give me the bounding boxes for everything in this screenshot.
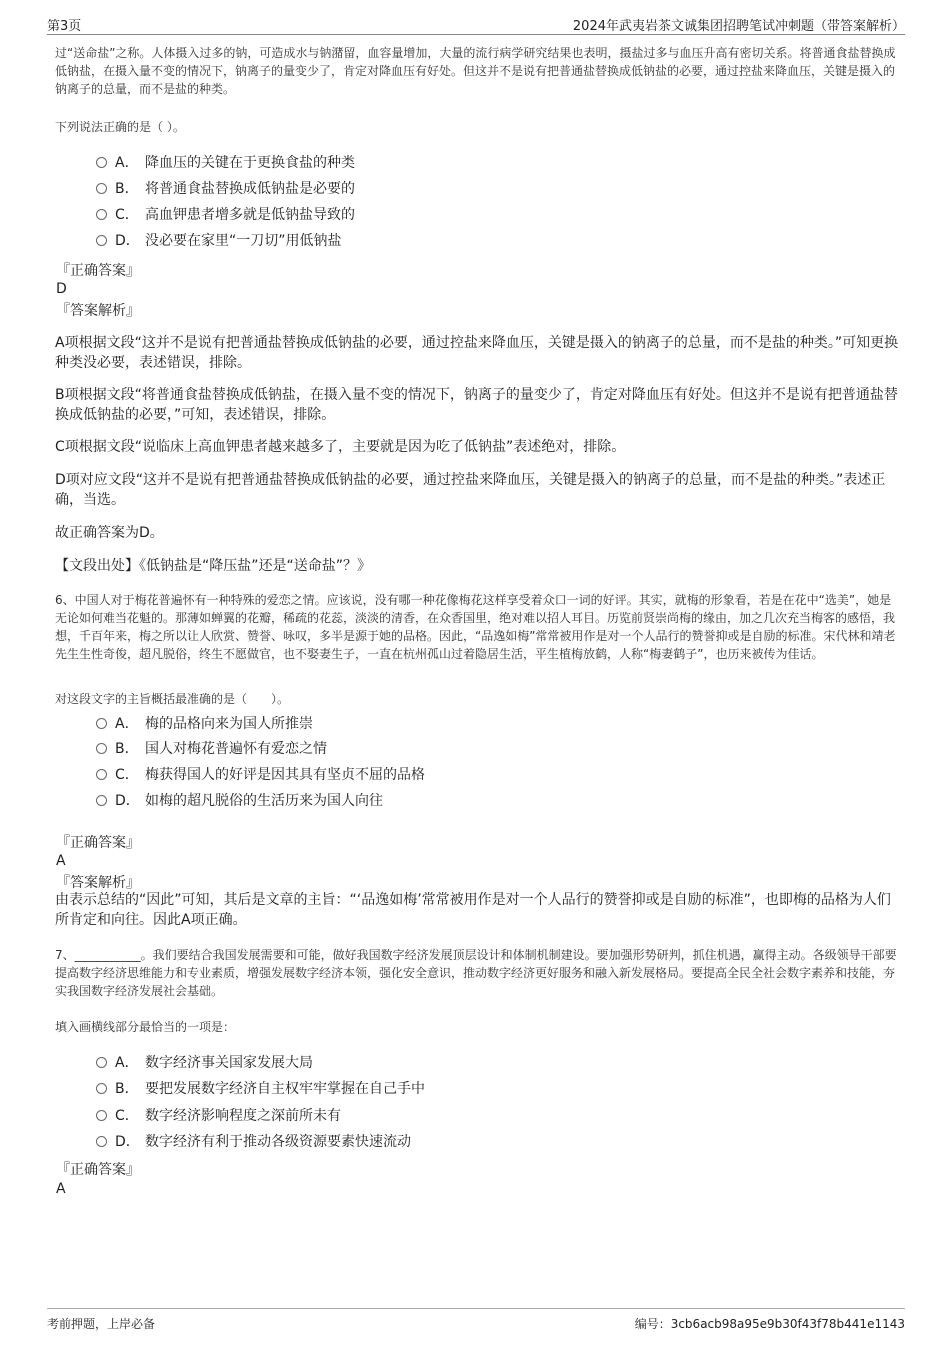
- q5-analysis-label: 『答案解析』: [56, 303, 140, 319]
- q5-analysis-c: C项根据文段“说临床上高血钾患者越来越多了，主要就是因为吃了低钠盐”表述绝对，排除。: [55, 439, 626, 455]
- q5-analysis-b: B项根据文段“将普通食盐替换成低钠盐，在摄入量不变的情况下，钠离子的量变少了，肯定对降血压有好处。但这并不是说有把普通盐替换成低钠盐的必要，”可知，表述错误，排除。: [55, 387, 898, 423]
- q7-option-b[interactable]: B． 要把发展数字经济自主权牢牢掌握在自己手中: [96, 1078, 425, 1100]
- q5-analysis-a: A项根据文段“这并不是说有把普通盐替换成低钠盐的必要，通过控盐来降血压，关键是摄入的钠离子的总量，而不是盐的种类。”可知更换种类没必要，表述错误，排除。: [55, 335, 899, 371]
- page-number: 第3页: [47, 19, 82, 34]
- q5-option-b[interactable]: B． 将普通食盐替换成低钠盐是必要的: [96, 178, 355, 200]
- radio-icon[interactable]: [96, 795, 107, 806]
- document-id: 编号：3cb6acb98a95e9b30f43f78b441e1143: [634, 1317, 905, 1331]
- page-header: [0, 0, 950, 36]
- q6-answer-label: 『正确答案』: [56, 835, 140, 851]
- q6-analysis-label: 『答案解析』: [56, 875, 140, 891]
- q6-question: 对这段文字的主旨概括最准确的是（ ）。: [55, 692, 290, 706]
- q5-option-c[interactable]: C． 高血钾患者增多就是低钠盐导致的: [96, 204, 355, 226]
- q6-option-a[interactable]: A． 梅的品格向来为国人所推崇: [96, 713, 313, 735]
- radio-icon[interactable]: [96, 157, 107, 168]
- page-footer: [0, 1308, 950, 1345]
- radio-icon[interactable]: [96, 235, 107, 246]
- radio-icon[interactable]: [96, 769, 107, 780]
- radio-icon[interactable]: [96, 183, 107, 194]
- radio-icon[interactable]: [96, 1083, 107, 1094]
- document-title: 2024年武夷岩茶文诚集团招聘笔试冲刺题（带答案解析）: [572, 19, 905, 34]
- q6-answer: A: [56, 853, 66, 869]
- q5-answer: D: [56, 281, 67, 297]
- radio-icon[interactable]: [96, 718, 107, 729]
- q6-option-d[interactable]: D． 如梅的超凡脱俗的生活历来为国人向往: [96, 790, 383, 812]
- q7-option-c[interactable]: C． 数字经济影响程度之深前所未有: [96, 1105, 341, 1127]
- footer-slogan: 考前押题，上岸必备: [47, 1317, 156, 1331]
- radio-icon[interactable]: [96, 1057, 107, 1068]
- q5-conclusion: 故正确答案为D。: [55, 525, 164, 541]
- q6-analysis: 由表示总结的“因此”可知，其后是文章的主旨：“‘品逸如梅’常常被用作是对一个人品行的赞誉抑或是自励的标准”，也即梅的品格为人们所肯定和向往。因此A项正确。: [55, 892, 891, 928]
- q6-option-c[interactable]: C． 梅获得国人的好评是因其具有坚贞不屈的品格: [96, 764, 425, 786]
- q5-source: 【文段出处】《低钠盐是“降压盐”还是“送命盐”？》: [55, 558, 372, 574]
- footer-divider: [47, 1308, 905, 1309]
- q7-answer-label: 『正确答案』: [56, 1162, 140, 1178]
- q6-passage: 6、中国人对于梅花普遍怀有一种特殊的爱恋之情。应该说，没有哪一种花像梅花这样享受着众口一词的好评。其实，就梅的形象看，若是在花中“选美”，她是无论如何难当花魁的。那薄如蝉翼的花瓣，稀疏的花蕊，淡淡的清香，在众香国里，绝对难以招人耳目。历览前贤崇尚梅的缘由，加之几次充当梅客的感悟，我想，千百年来，梅之所以让人欣赏、赞誉、咏叹，多半是源于她的品格。因此，“品逸如梅”常常被用作是对一个人品行的赞誉抑或是自励的标准。宋代林和靖老先生生性奇俊，超凡脱俗，终生不愿做官，也不娶妻生子，一直在杭州孤山过着隐居生活，平生植梅放鹤，人称“梅妻鹤子”，也历来被传为佳话。: [55, 593, 896, 661]
- q7-passage: 7、___________。我们要结合我国发展需要和可能，做好我国数字经济发展顶层设计和体制机制建设。要加强形势研判，抓住机遇，赢得主动。各级领导干部要提高数字经济思维能力和专业素质，增强发展数字经济本领，强化安全意识，推动数字经济更好服务和融入新发展格局。要提高全民全社会数字素养和技能，夯实我国数字经济发展社会基础。: [55, 948, 897, 998]
- q5-option-d[interactable]: D． 没必要在家里“一刀切”用低钠盐: [96, 230, 342, 252]
- radio-icon[interactable]: [96, 209, 107, 220]
- radio-icon[interactable]: [96, 1136, 107, 1147]
- q5-analysis-d: D项对应文段“这并不是说有把普通盐替换成低钠盐的必要，通过控盐来降血压，关键是摄入的钠离子的总量，而不是盐的种类。”表述正确，当选。: [55, 472, 886, 508]
- q5-answer-label: 『正确答案』: [56, 263, 140, 279]
- q7-question: 填入画横线部分最恰当的一项是：: [55, 1020, 236, 1034]
- q5-passage: 过“送命盐”之称。人体摄入过多的钠，可造成水与钠潴留，血容量增加，大量的流行病学研究结果也表明，摄盐过多与血压升高有密切关系。将普通食盐替换成低钠盐，在摄入量不变的情况下，钠离子的量变少了，肯定对降血压有好处。但这并不是说有把普通盐替换成低钠盐的必要，通过控盐来降血压，关键是摄入的钠离子的总量，而不是盐的种类。: [55, 46, 896, 96]
- q7-answer: A: [56, 1181, 66, 1197]
- q7-option-d[interactable]: D． 数字经济有利于推动各级资源要素快速流动: [96, 1131, 411, 1153]
- q7-option-a[interactable]: A． 数字经济事关国家发展大局: [96, 1052, 313, 1074]
- q5-question: 下列说法正确的是（ ）。: [55, 120, 185, 134]
- q6-option-b[interactable]: B． 国人对梅花普遍怀有爱恋之情: [96, 738, 327, 760]
- radio-icon[interactable]: [96, 743, 107, 754]
- radio-icon[interactable]: [96, 1110, 107, 1121]
- q5-option-a[interactable]: A． 降血压的关键在于更换食盐的种类: [96, 152, 355, 174]
- header-divider: [47, 34, 905, 35]
